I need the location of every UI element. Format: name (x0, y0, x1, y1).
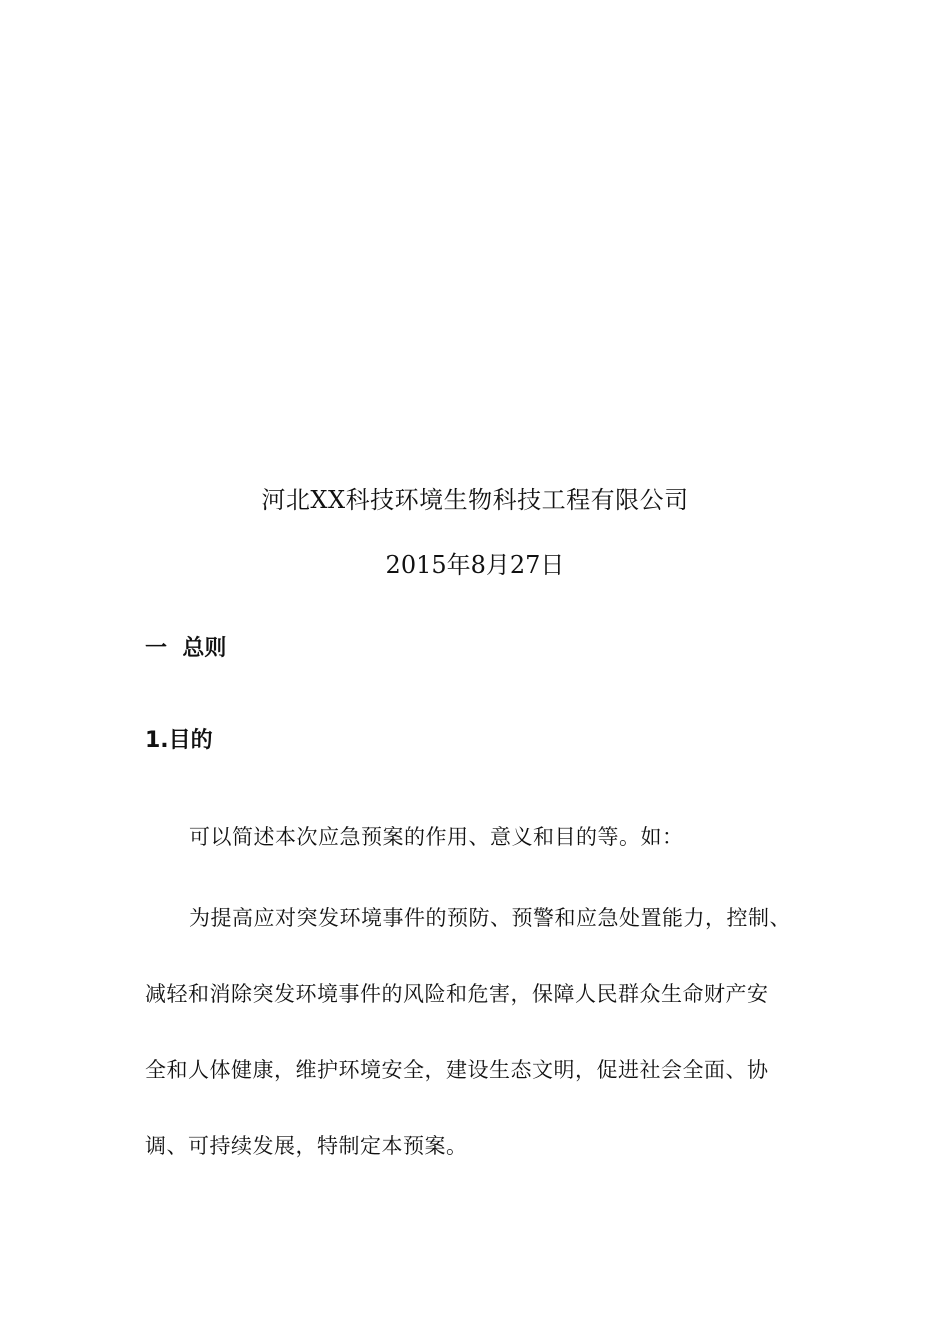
body-paragraph (145, 880, 825, 1184)
body-line: 减轻和消除突发环境事件的风险和危害，保障人民群众生命财产安 (145, 982, 769, 1006)
chapter-heading: 一 总则 (145, 636, 227, 661)
document-date: 2015年8月27日 (385, 551, 565, 579)
body-line: 为提高应对突发环境事件的预防、预警和应急处置能力，控制、 (189, 906, 791, 930)
company-name: 河北XX科技环境生物科技工程有限公司 (261, 486, 689, 514)
subsection-heading: 1.目的 (145, 728, 213, 753)
intro-paragraph: 可以简述本次应急预案的作用、意义和目的等。如： (189, 825, 684, 849)
body-line: 调、可持续发展，特制定本预案。 (145, 1134, 468, 1158)
body-line: 全和人体健康，维护环境安全，建设生态文明，促进社会全面、协 (145, 1058, 769, 1082)
